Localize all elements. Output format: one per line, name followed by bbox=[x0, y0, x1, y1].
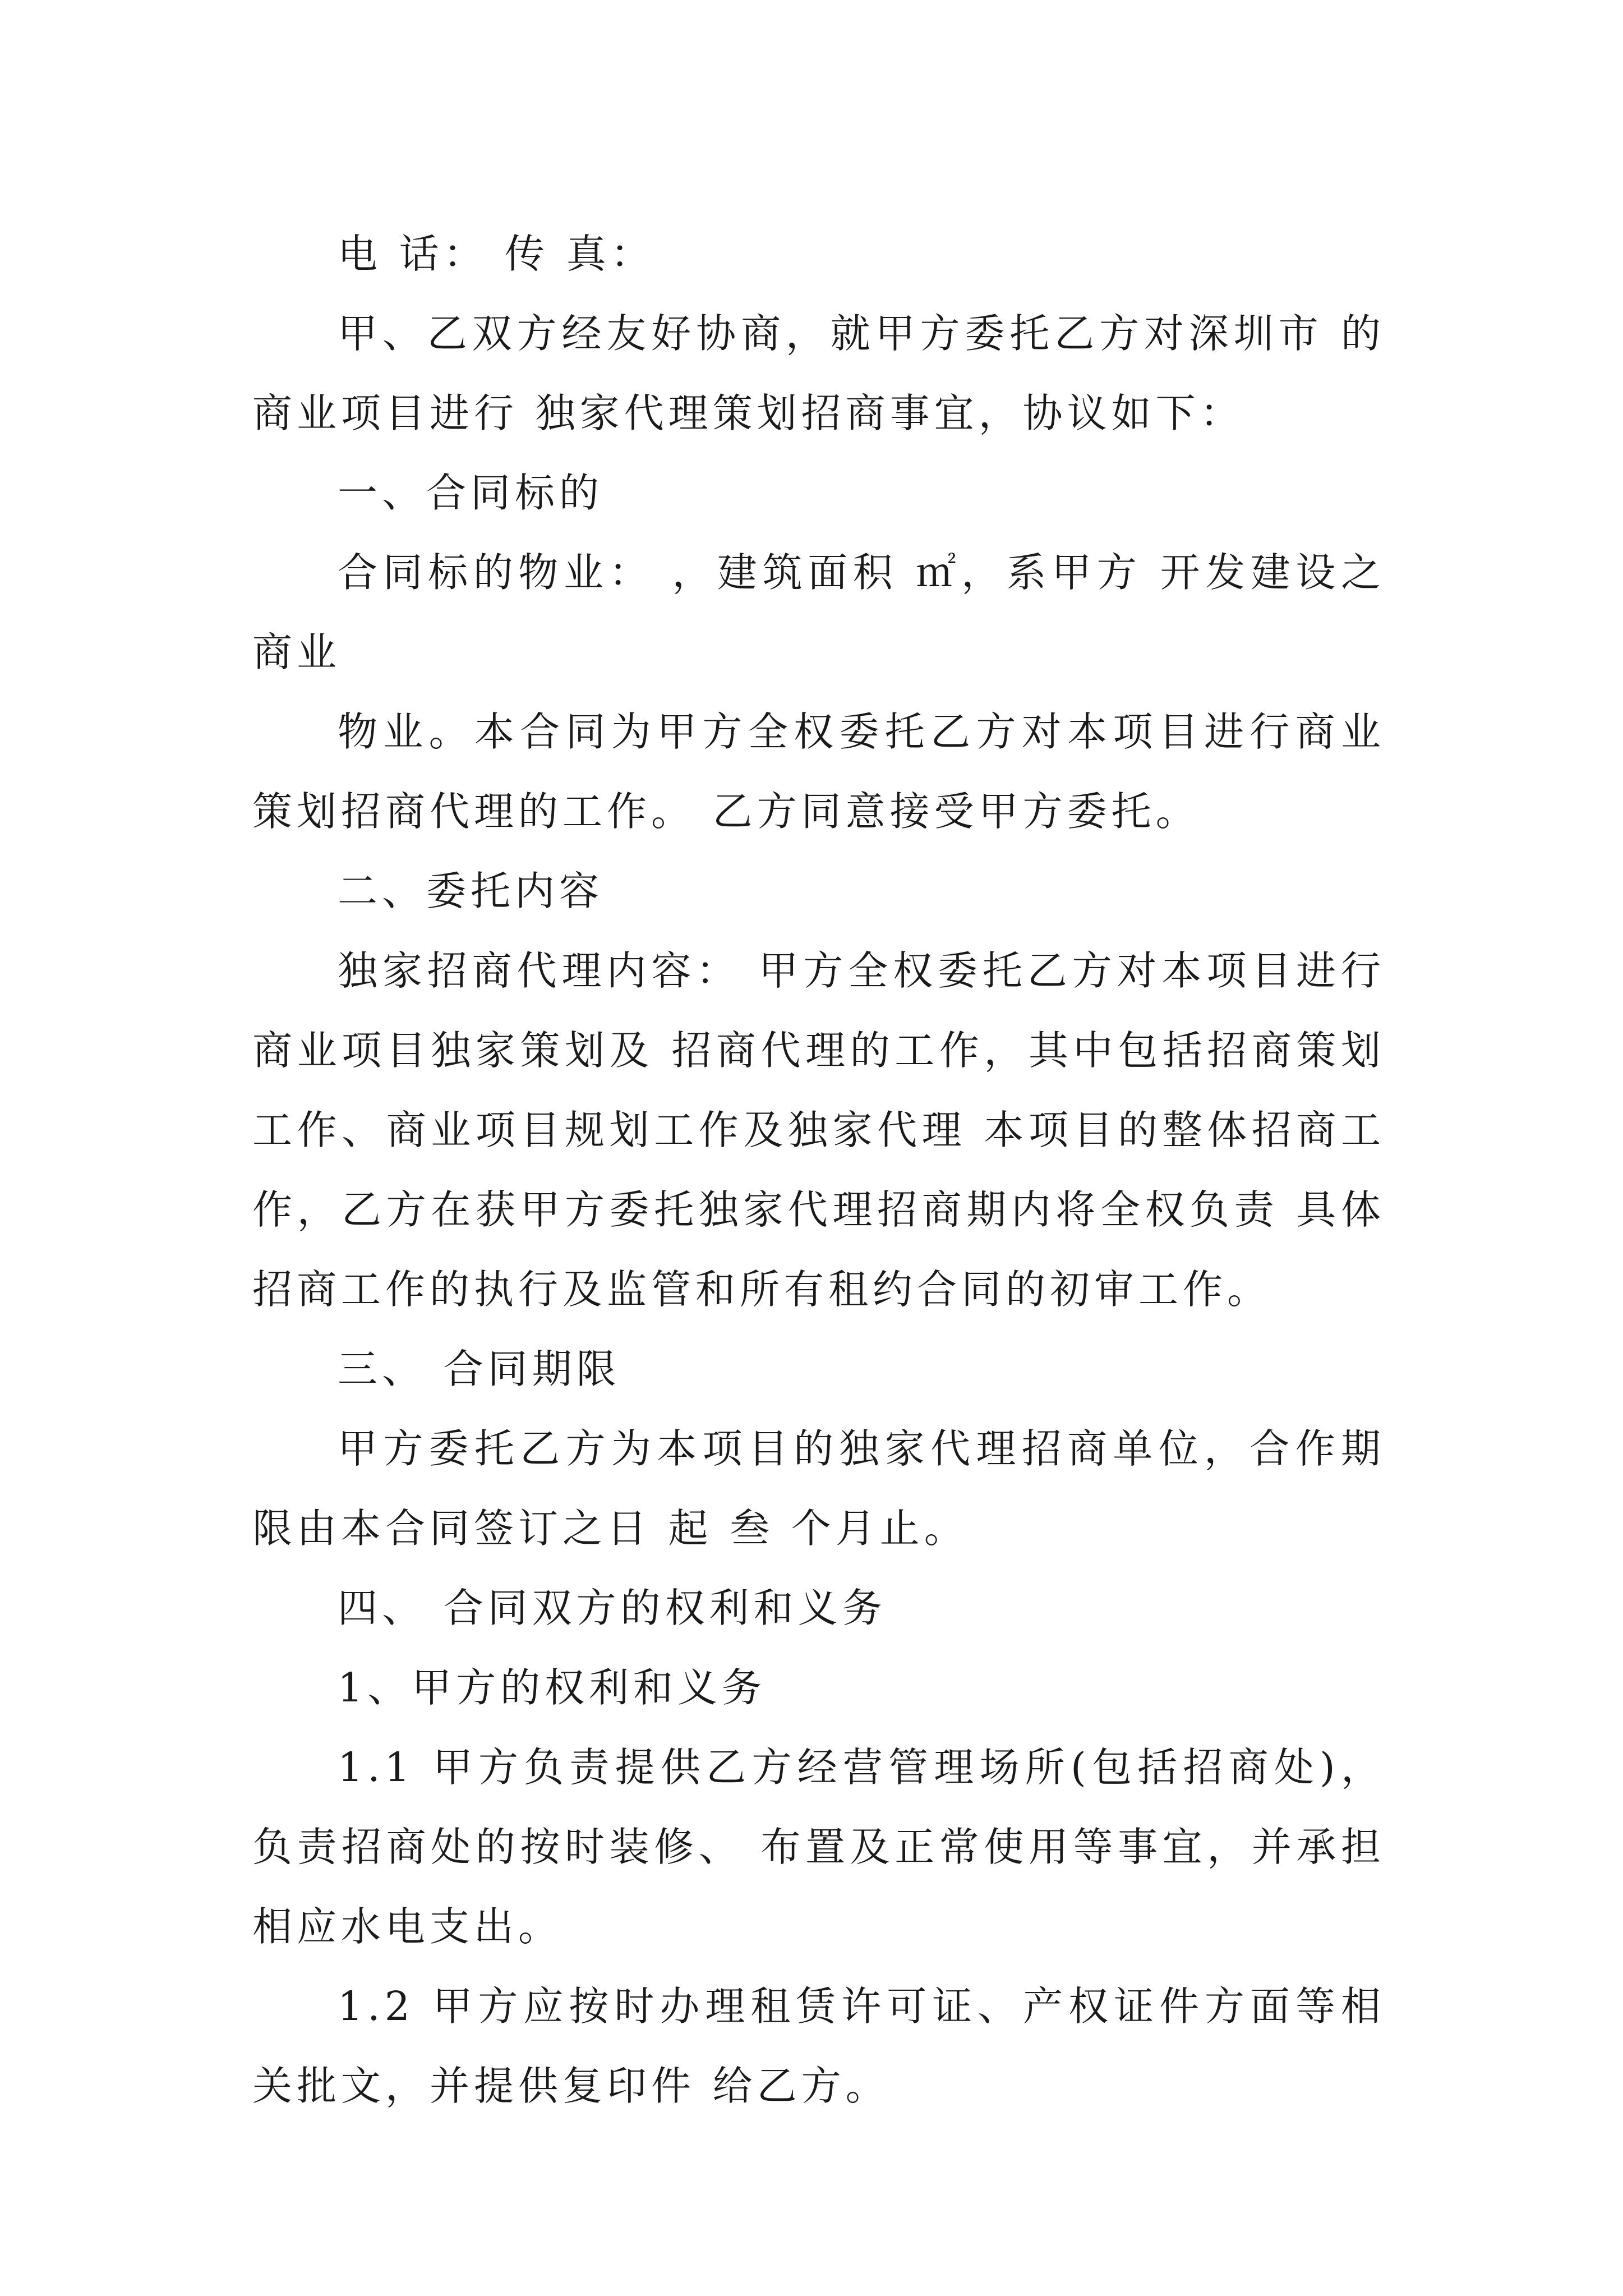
document-body bbox=[252, 214, 1385, 2126]
term-detail: 甲方委托乙方为本项目的独家代理招商单位，合作期限由本合同签订之日 起 叁 个月止。 bbox=[252, 1425, 1385, 1552]
clause-1-1: 1.1 甲方负责提供乙方经营管理场所(包括招商处)，负责招商处的按时装修、 布置及正常使用等事宜，并承担相应水电支出。 bbox=[252, 1744, 1385, 1950]
section-heading-rights: 四、 合同双方的权利和义务 bbox=[338, 1585, 887, 1631]
section-heading-scope: 二、委托内容 bbox=[338, 868, 604, 914]
agreement-intro: 甲、乙双方经友好协商，就甲方委托乙方对深圳市 的商业项目进行 独家代理策划招商事宜，协议如下： bbox=[252, 310, 1385, 436]
subject-property-line: 合同标的物业： ，建筑面积 ㎡，系甲方 开发建设之商业 bbox=[252, 549, 1385, 675]
contact-line: 电 话： 传 真： bbox=[338, 231, 655, 277]
subsection-heading-party-a: 1、甲方的权利和义务 bbox=[338, 1664, 767, 1711]
section-heading-subject: 一、合同标的 bbox=[338, 470, 604, 516]
section-heading-term: 三、 合同期限 bbox=[338, 1346, 621, 1392]
subject-property-detail: 物业。本合同为甲方全权委托乙方对本项目进行商业策划招商代理的工作。 乙方同意接受甲方委托。 bbox=[252, 708, 1385, 835]
clause-1-2: 1.2 甲方应按时办理租赁许可证、产权证件方面等相关批文，并提供复印件 给乙方。 bbox=[252, 1983, 1385, 2109]
scope-detail: 独家招商代理内容： 甲方全权委托乙方对本项目进行商业项目独家策划及 招商代理的工作，其中包括招商策划工作、商业项目规划工作及独家代理 本项目的整体招商工作，乙方在获甲方委托独家代理招商期内将全权负责 具体招商工作的执行及监管和所有租约合同的初审工作。 bbox=[252, 947, 1385, 1313]
